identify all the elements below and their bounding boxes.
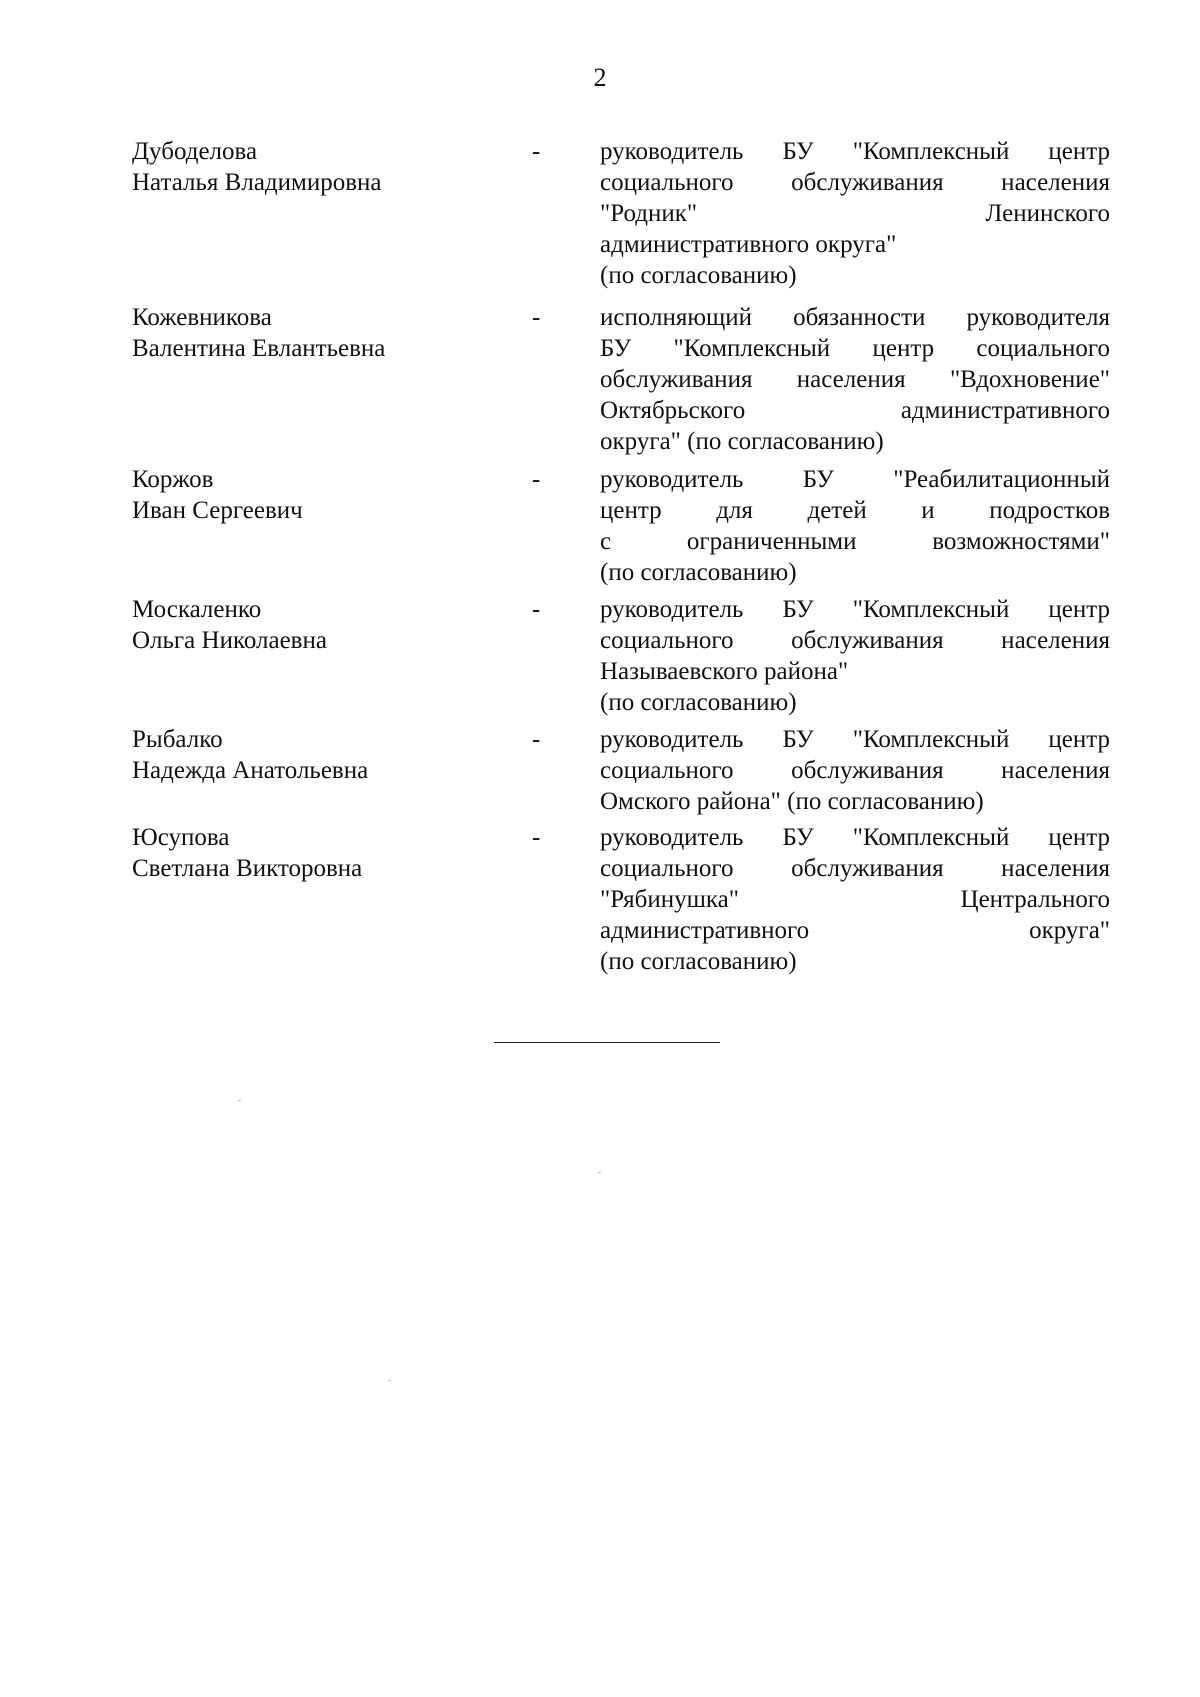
member-given-names: Наталья Владимировна <box>132 169 382 196</box>
scan-speck <box>388 1380 391 1381</box>
role-line: исполняющий обязанности руководителя <box>600 304 1110 331</box>
member-surname: Дубоделова <box>132 138 258 165</box>
member-role <box>600 724 1110 817</box>
member-surname: Юсупова <box>132 824 230 851</box>
member-given-names: Иван Сергеевич <box>132 497 303 524</box>
role-line: социального обслуживания населения <box>600 169 1110 196</box>
role-line: БУ "Комплексный центр социального <box>600 335 1110 362</box>
member-role <box>600 136 1110 291</box>
role-line: (по согласованию) <box>600 262 797 289</box>
role-line: центр для детей и подростков <box>600 497 1110 524</box>
role-line: руководитель БУ "Комплексный центр <box>600 596 1110 623</box>
member-surname: Рыбалко <box>132 726 223 753</box>
dash-separator: - <box>532 304 541 331</box>
member-given-names: Валентина Евлантьевна <box>132 335 386 362</box>
scan-speck <box>598 1172 601 1173</box>
member-role <box>600 302 1110 457</box>
dash-separator: - <box>532 596 541 623</box>
role-line: Октябрьского административного <box>600 397 1110 424</box>
role-line: социального обслуживания населения <box>600 757 1110 784</box>
member-name <box>132 302 512 364</box>
role-line: социального обслуживания населения <box>600 855 1110 882</box>
dash-separator: - <box>532 466 541 493</box>
role-line: обслуживания населения "Вдохновение" <box>600 366 1110 393</box>
member-name <box>132 594 512 656</box>
member-name <box>132 464 512 526</box>
role-line: (по согласованию) <box>600 948 797 975</box>
dash-separator: - <box>532 138 541 165</box>
dash-separator: - <box>532 824 541 851</box>
member-role <box>600 594 1110 718</box>
member-surname: Коржов <box>132 466 214 493</box>
role-line: (по согласованию) <box>600 689 797 716</box>
scan-speck <box>238 1100 241 1101</box>
member-role <box>600 822 1110 977</box>
role-line: руководитель БУ "Комплексный центр <box>600 138 1110 165</box>
role-line: социального обслуживания населения <box>600 627 1110 654</box>
role-line: "Родник" Ленинского <box>600 200 1110 227</box>
member-surname: Кожевникова <box>132 304 272 331</box>
role-line: (по согласованию) <box>600 559 797 586</box>
role-line: административного округа" <box>600 917 1110 944</box>
role-line: руководитель БУ "Комплексный центр <box>600 824 1110 851</box>
closing-separator-line <box>494 1042 720 1043</box>
member-given-names: Светлана Викторовна <box>132 855 363 882</box>
role-line: руководитель БУ "Комплексный центр <box>600 726 1110 753</box>
page-number: 2 <box>593 63 607 92</box>
member-surname: Москаленко <box>132 596 262 623</box>
member-given-names: Надежда Анатольевна <box>132 757 369 784</box>
member-name <box>132 822 512 884</box>
role-line: Омского района" (по согласованию) <box>600 788 984 815</box>
member-name <box>132 724 512 786</box>
role-line: с ограниченными возможностями" <box>600 528 1110 555</box>
member-given-names: Ольга Николаевна <box>132 627 327 654</box>
member-role <box>600 464 1110 588</box>
role-line: округа" (по согласованию) <box>600 428 884 455</box>
dash-separator: - <box>532 726 541 753</box>
role-line: руководитель БУ "Реабилитационный <box>600 466 1110 493</box>
member-name <box>132 136 512 198</box>
role-line: административного округа" <box>600 231 897 258</box>
role-line: Называевского района" <box>600 658 849 685</box>
role-line: "Рябинушка" Центрального <box>600 886 1110 913</box>
